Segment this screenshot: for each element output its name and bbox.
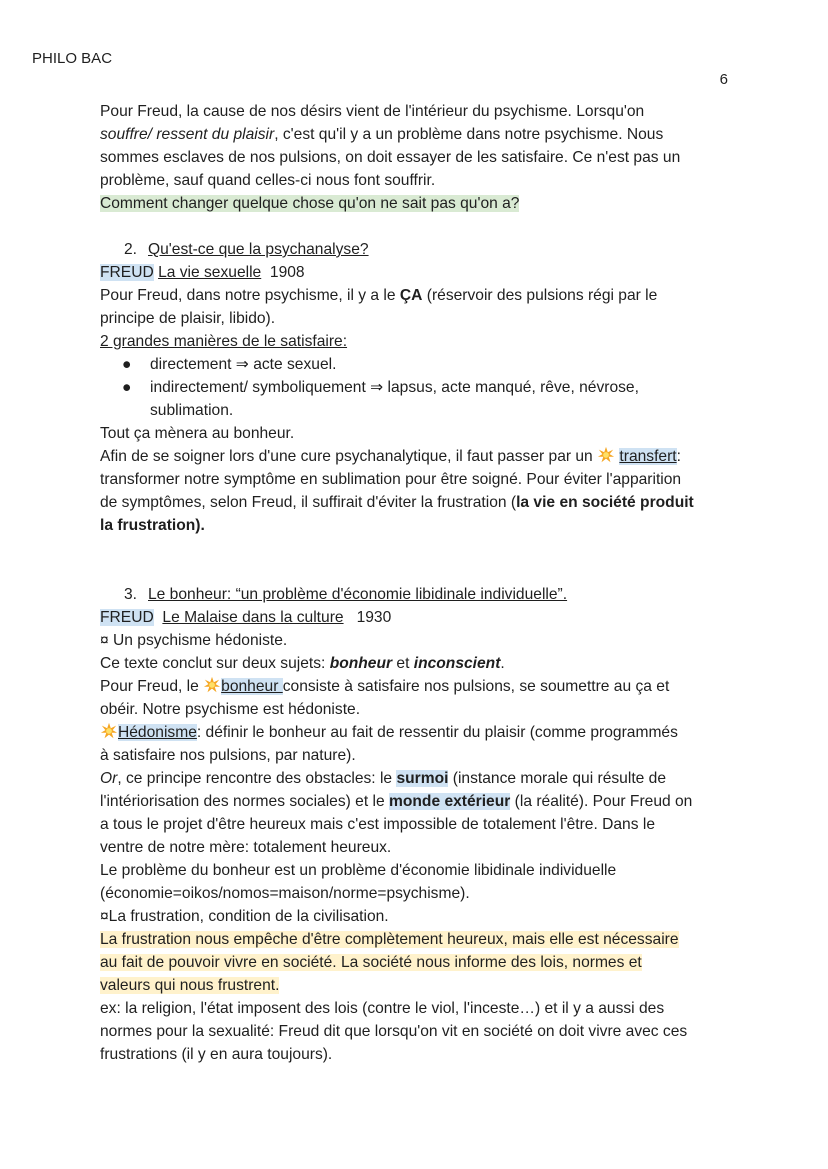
text: (réservoir des pulsions régi par le <box>422 287 658 304</box>
paragraph-line: Le problème du bonheur est un problème d'économie libidinale individuelle <box>100 862 617 879</box>
text: : définir le bonheur au fait de ressentir du plaisir (comme programmés <box>196 724 678 741</box>
collision-icon <box>203 676 221 694</box>
section-number: 3. <box>124 586 138 603</box>
paragraph-line <box>100 767 730 790</box>
italic-text: souffre/ ressent du plaisir <box>100 126 275 143</box>
subheading: ¤La frustration, condition de la civilisation. <box>100 908 389 925</box>
term-surmoi: surmoi <box>396 770 449 787</box>
paragraph-line: frustrations (il y en aura toujours). <box>100 1046 333 1063</box>
bullet-icon: ● <box>122 356 132 373</box>
text: Ce texte conclut sur deux sujets: <box>100 655 330 672</box>
intro-line: sommes esclaves de nos pulsions, on doit essayer de les satisfaire. Ce n'est pas un <box>100 149 681 166</box>
paragraph-line <box>100 790 730 813</box>
text: et <box>392 655 414 672</box>
list-item <box>100 376 730 399</box>
paragraph-line <box>100 284 730 307</box>
term-monde-exterieur: monde extérieur <box>389 793 511 810</box>
paragraph-line: ventre de notre mère: totalement heureux. <box>100 839 392 856</box>
paragraph-line <box>100 514 730 537</box>
paragraph-line: transformer notre symptôme en sublimation pour être soigné. Pour éviter l'apparition <box>100 471 682 488</box>
text: , ce principe rencontre des obstacles: le <box>117 770 397 787</box>
paragraph-line <box>100 675 730 698</box>
paragraph-line: ex: la religion, l'état imposent des lois (contre le viol, l'inceste…) et il y a aussi des <box>100 1000 665 1017</box>
highlighted-line <box>100 951 730 974</box>
section-title: Le bonheur: “un problème d'économie libidinale individuelle”. <box>148 586 568 603</box>
reference-line <box>100 606 730 629</box>
list-item-text: directement ⇒ acte sexuel. <box>150 356 337 373</box>
bullet-list <box>100 353 730 422</box>
author-tag: FREUD <box>100 609 154 626</box>
highlighted-line <box>100 974 730 997</box>
bullet-icon: ● <box>122 379 132 396</box>
highlighted-line <box>100 928 730 951</box>
intro-question <box>100 192 730 215</box>
bold-italic-term: bonheur <box>329 655 393 672</box>
page-number: 6 <box>719 71 728 88</box>
paragraph-line <box>100 721 730 744</box>
author-tag: FREUD <box>100 264 154 281</box>
paragraph-line <box>100 491 730 514</box>
work-title: La vie sexuelle <box>158 264 262 281</box>
bold-text: la frustration). <box>100 517 205 534</box>
section-number: 2. <box>124 241 138 258</box>
intro-text: , c'est qu'il y a un problème dans notre psychisme. Nous <box>274 126 664 143</box>
text: de symptômes, selon Freud, il suffirait d'éviter la frustration ( <box>100 494 517 511</box>
highlighted-question: Comment changer quelque chose qu'on ne sait pas qu'on a? <box>100 195 520 212</box>
highlighted-text: La frustration nous empêche d'être complètement heureux, mais elle est nécessaire <box>100 931 679 948</box>
highlighted-text: valeurs qui nous frustrent. <box>100 977 280 994</box>
highlighted-text: au fait de pouvoir vivre en société. La société nous informe des lois, normes et <box>100 954 642 971</box>
subheading: ¤ Un psychisme hédoniste. <box>100 632 288 649</box>
intro-line: Pour Freud, la cause de nos désirs vient de l'intérieur du psychisme. Lorsqu'on <box>100 103 645 120</box>
paragraph-line: principe de plaisir, libido). <box>100 310 276 327</box>
term-hedonisme: Hédonisme <box>118 724 197 741</box>
list-item-text: indirectement/ symboliquement ⇒ lapsus, acte manqué, rêve, névrose, <box>150 379 639 396</box>
work-year: 1908 <box>269 264 305 281</box>
paragraph-line: (économie=oikos/nomos=maison/norme=psychisme). <box>100 885 470 902</box>
intro-line: problème, sauf quand celles-ci nous font souffrir. <box>100 172 436 189</box>
bold-term: ÇA <box>399 287 423 304</box>
text: : <box>676 448 681 465</box>
list-item-text: sublimation. <box>150 402 234 419</box>
section-heading <box>100 583 730 606</box>
list-item-continuation <box>100 399 730 422</box>
italic-text: Or <box>100 770 118 787</box>
paragraph-line <box>100 445 730 468</box>
work-title: Le Malaise dans la culture <box>162 609 344 626</box>
list-title: 2 grandes manières de le satisfaire: <box>100 333 348 350</box>
bold-text: la vie en société produit <box>516 494 694 511</box>
text: (la réalité). Pour Freud on <box>510 793 693 810</box>
work-year: 1930 <box>356 609 392 626</box>
text: Afin de se soigner lors d'une cure psychanalytique, il faut passer par un <box>100 448 598 465</box>
section-heading <box>100 238 730 261</box>
collision-icon <box>100 722 118 740</box>
text: consiste à satisfaire nos pulsions, se soumettre au ça et <box>282 678 670 695</box>
text: (instance morale qui résulte de <box>448 770 666 787</box>
intro-line <box>100 123 730 146</box>
term-bonheur: bonheur <box>221 678 283 695</box>
paragraph-line <box>100 652 730 675</box>
reference-line <box>100 261 730 284</box>
paragraph-line: a tous le projet d'être heureux mais c'est impossible de totalement l'être. Dans le <box>100 816 655 833</box>
list-item <box>100 353 730 376</box>
document-header: PHILO BAC <box>32 50 113 67</box>
paragraph-line: à satisfaire nos pulsions, par nature). <box>100 747 356 764</box>
document-body <box>100 100 730 1066</box>
collision-icon <box>597 446 615 464</box>
text: l'intériorisation des normes sociales) et le <box>100 793 389 810</box>
term-transfert: transfert <box>619 448 677 465</box>
text: Pour Freud, dans notre psychisme, il y a le <box>100 287 400 304</box>
text: Pour Freud, le <box>100 678 204 695</box>
paragraph-line: normes pour la sexualité: Freud dit que lorsqu'on vit en société on doit vivre avec ces <box>100 1023 688 1040</box>
paragraph-line: obéir. Notre psychisme est hédoniste. <box>100 701 361 718</box>
paragraph-line: Tout ça mènera au bonheur. <box>100 425 295 442</box>
text: . <box>500 655 505 672</box>
bold-italic-term: inconscient <box>413 655 501 672</box>
section-title: Qu'est-ce que la psychanalyse? <box>148 241 369 258</box>
